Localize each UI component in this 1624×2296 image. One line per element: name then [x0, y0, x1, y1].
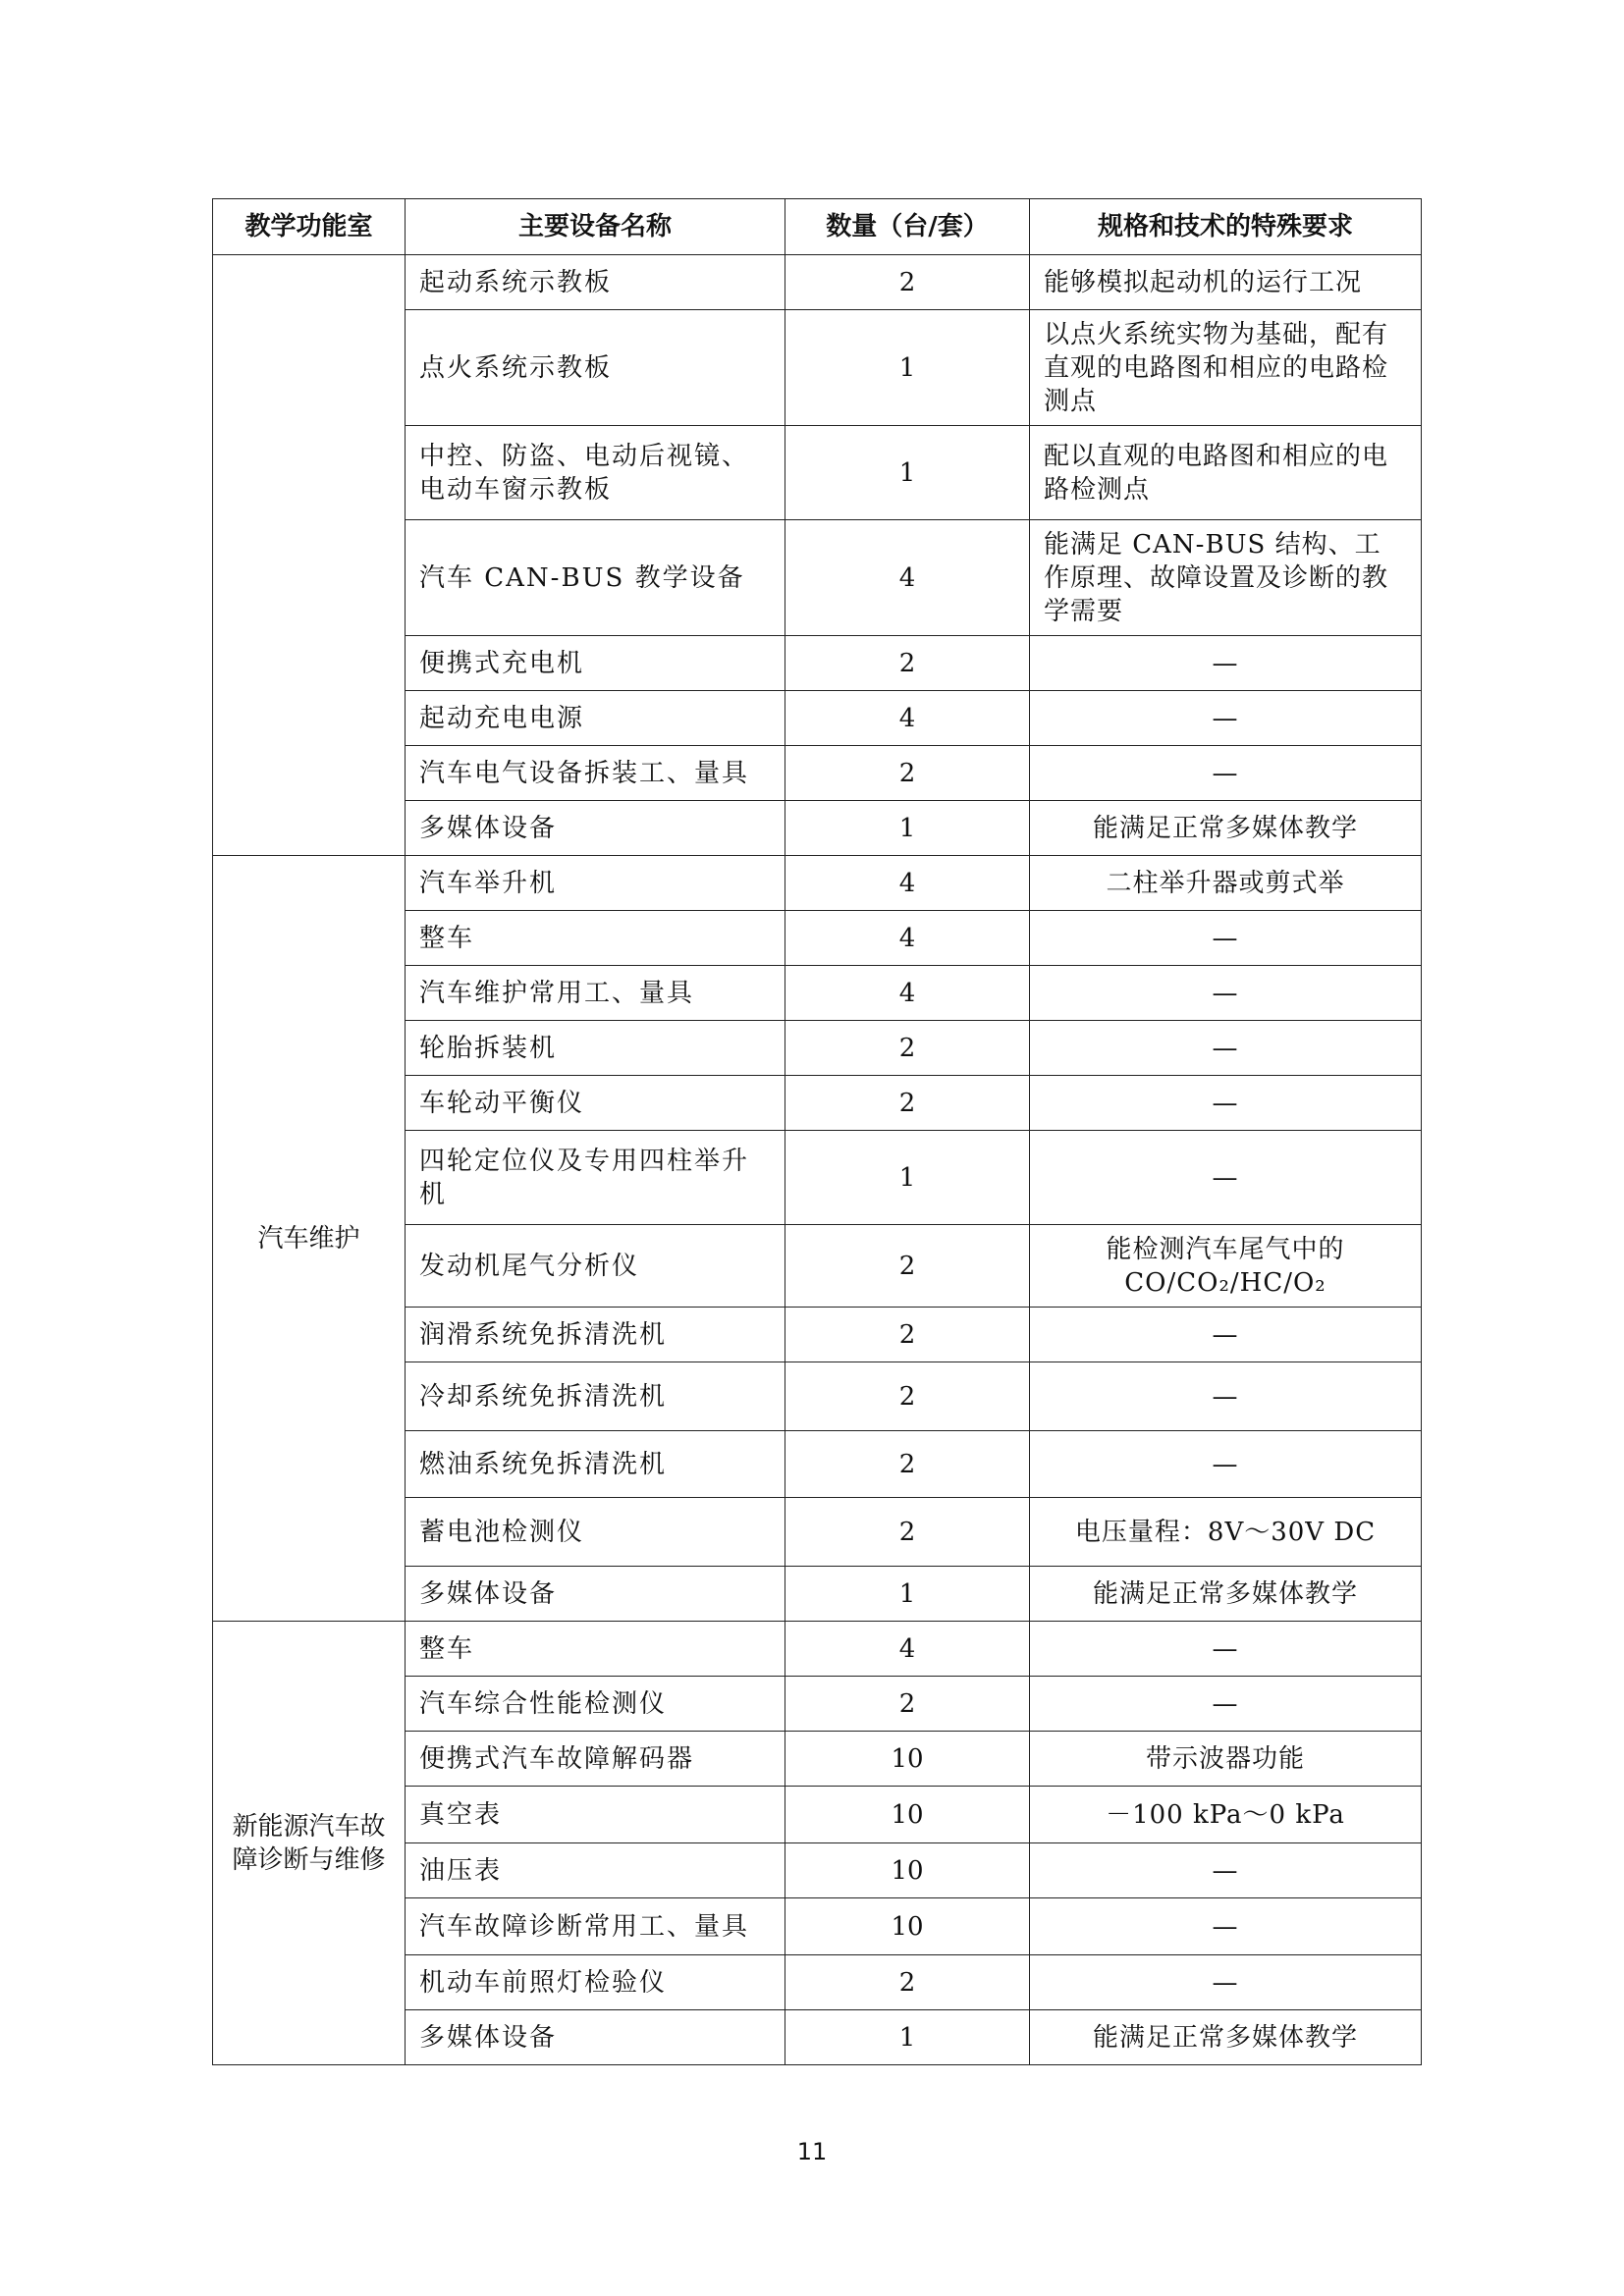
equipment-spec: —: [1030, 691, 1422, 746]
equipment-spec: 配以直观的电路图和相应的电路检测点: [1030, 426, 1422, 520]
equipment-qty: 2: [785, 746, 1030, 801]
equipment-name: 点火系统示教板: [406, 310, 785, 426]
equipment-spec: —: [1030, 746, 1422, 801]
equipment-qty: 4: [785, 856, 1030, 911]
equipment-name: 整车: [406, 1622, 785, 1677]
equipment-spec: 二柱举升器或剪式举: [1030, 856, 1422, 911]
equipment-name: 汽车综合性能检测仪: [406, 1677, 785, 1732]
equipment-spec: 能满足正常多媒体教学: [1030, 1567, 1422, 1622]
equipment-name: 发动机尾气分析仪: [406, 1225, 785, 1308]
equipment-name: 多媒体设备: [406, 2010, 785, 2065]
equipment-qty: 2: [785, 1431, 1030, 1498]
table-row: [213, 255, 1422, 310]
equipment-spec: —: [1030, 1431, 1422, 1498]
equipment-qty: 4: [785, 1622, 1030, 1677]
equipment-name: 多媒体设备: [406, 1567, 785, 1622]
equipment-spec: —: [1030, 636, 1422, 691]
equipment-spec: 能满足正常多媒体教学: [1030, 801, 1422, 856]
equipment-qty: 4: [785, 691, 1030, 746]
equipment-spec: —: [1030, 966, 1422, 1021]
equipment-qty: 4: [785, 911, 1030, 966]
equipment-spec: —: [1030, 1021, 1422, 1076]
equipment-qty: 2: [785, 1362, 1030, 1431]
equipment-name: 车轮动平衡仪: [406, 1076, 785, 1131]
equipment-spec: 带示波器功能: [1030, 1732, 1422, 1787]
equipment-name: 机动车前照灯检验仪: [406, 1955, 785, 2010]
equipment-qty: 2: [785, 1076, 1030, 1131]
equipment-qty: 2: [785, 1677, 1030, 1732]
equipment-qty: 10: [785, 1787, 1030, 1843]
equipment-spec: 能够模拟起动机的运行工况: [1030, 255, 1422, 310]
equipment-name: 整车: [406, 911, 785, 966]
equipment-spec: －100 kPa～0 kPa: [1030, 1787, 1422, 1843]
room-cell: [213, 255, 406, 856]
equipment-spec: —: [1030, 1131, 1422, 1225]
equipment-name: 汽车 CAN-BUS 教学设备: [406, 520, 785, 636]
equipment-qty: 1: [785, 2010, 1030, 2065]
equipment-spec: [1030, 1225, 1422, 1308]
room-cell: 汽车维护: [213, 856, 406, 1622]
equipment-name: 汽车举升机: [406, 856, 785, 911]
equipment-name: 真空表: [406, 1787, 785, 1843]
equipment-qty: 4: [785, 966, 1030, 1021]
equipment-qty: 2: [785, 636, 1030, 691]
equipment-qty: 4: [785, 520, 1030, 636]
equipment-spec: —: [1030, 1843, 1422, 1898]
equipment-qty: 2: [785, 1308, 1030, 1362]
equipment-spec: —: [1030, 1308, 1422, 1362]
equipment-name: 起动充电电源: [406, 691, 785, 746]
equipment-qty: 1: [785, 801, 1030, 856]
equipment-spec: 电压量程：8V～30V DC: [1030, 1498, 1422, 1567]
equipment-spec: —: [1030, 1677, 1422, 1732]
equipment-name: 燃油系统免拆清洗机: [406, 1431, 785, 1498]
equipment-qty: 10: [785, 1732, 1030, 1787]
spec-line: CO/CO₂/HC/O₂: [1124, 1267, 1326, 1298]
equipment-qty: 2: [785, 1021, 1030, 1076]
equipment-name: 冷却系统免拆清洗机: [406, 1362, 785, 1431]
equipment-qty: 1: [785, 1567, 1030, 1622]
header-spec: 规格和技术的特殊要求: [1030, 199, 1422, 255]
header-quantity: 数量（台/套）: [785, 199, 1030, 255]
equipment-name: 蓄电池检测仪: [406, 1498, 785, 1567]
header-row: [213, 199, 1422, 255]
equipment-qty: 1: [785, 1131, 1030, 1225]
equipment-qty: 2: [785, 1498, 1030, 1567]
spec-line: 能检测汽车尾气中的: [1106, 1234, 1345, 1264]
header-room: 教学功能室: [213, 199, 406, 255]
equipment-spec: 以点火系统实物为基础，配有直观的电路图和相应的电路检测点: [1030, 310, 1422, 426]
equipment-name: 中控、防盗、电动后视镜、电动车窗示教板: [406, 426, 785, 520]
equipment-qty: 2: [785, 255, 1030, 310]
equipment-qty: 1: [785, 310, 1030, 426]
equipment-qty: 2: [785, 1955, 1030, 2010]
equipment-name: 起动系统示教板: [406, 255, 785, 310]
equipment-spec: —: [1030, 1362, 1422, 1431]
page-number: 11: [796, 2138, 828, 2165]
table-row: [213, 1622, 1422, 1677]
equipment-spec: 能满足 CAN-BUS 结构、工作原理、故障设置及诊断的教学需要: [1030, 520, 1422, 636]
equipment-spec: —: [1030, 1898, 1422, 1955]
equipment-name: 汽车故障诊断常用工、量具: [406, 1898, 785, 1955]
equipment-name: 便携式充电机: [406, 636, 785, 691]
equipment-name: 便携式汽车故障解码器: [406, 1732, 785, 1787]
equipment-spec: 能满足正常多媒体教学: [1030, 2010, 1422, 2065]
equipment-spec: —: [1030, 1076, 1422, 1131]
equipment-qty: 1: [785, 426, 1030, 520]
equipment-name: 四轮定位仪及专用四柱举升机: [406, 1131, 785, 1225]
equipment-spec: —: [1030, 911, 1422, 966]
room-cell: 新能源汽车故障诊断与维修: [213, 1622, 406, 2065]
equipment-table: [212, 198, 1422, 2065]
equipment-spec: —: [1030, 1622, 1422, 1677]
equipment-name: 润滑系统免拆清洗机: [406, 1308, 785, 1362]
equipment-name: 汽车维护常用工、量具: [406, 966, 785, 1021]
equipment-name: 油压表: [406, 1843, 785, 1898]
equipment-name: 轮胎拆装机: [406, 1021, 785, 1076]
equipment-qty: 2: [785, 1225, 1030, 1308]
header-equipment: 主要设备名称: [406, 199, 785, 255]
equipment-name: 多媒体设备: [406, 801, 785, 856]
equipment-qty: 10: [785, 1898, 1030, 1955]
table-row: [213, 856, 1422, 911]
equipment-qty: 10: [785, 1843, 1030, 1898]
equipment-name: 汽车电气设备拆装工、量具: [406, 746, 785, 801]
equipment-spec: —: [1030, 1955, 1422, 2010]
